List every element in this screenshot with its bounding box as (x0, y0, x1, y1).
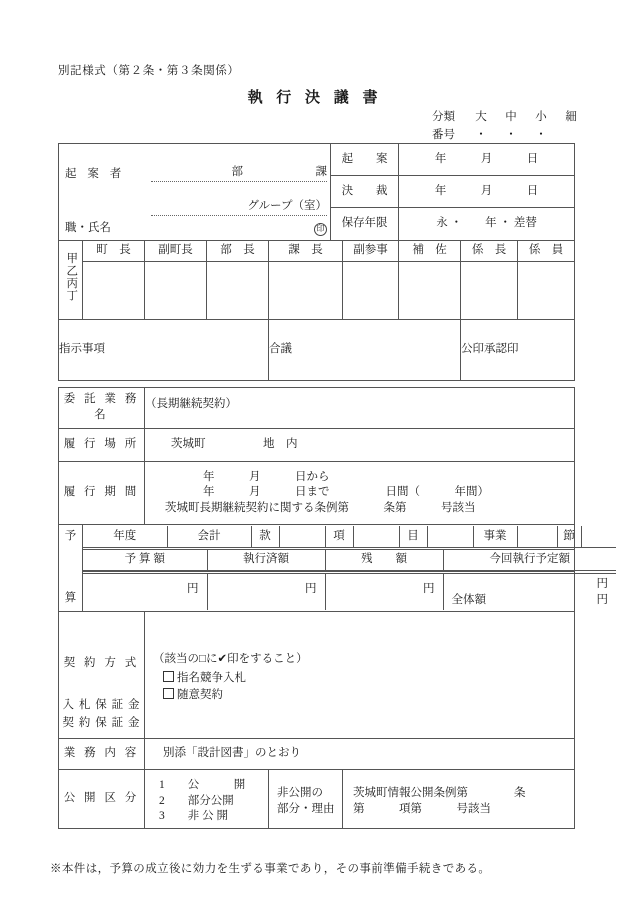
number-dot-3: ・ (535, 129, 547, 141)
approval-stamp-bucho[interactable] (207, 262, 269, 320)
budget-kou-label: 項 (325, 526, 353, 548)
period-label: 履 行 期 間 (59, 462, 145, 525)
classification-cell-dai: 大 (475, 111, 487, 123)
contract-name-value[interactable]: （長期継続契約） (145, 388, 575, 429)
approval-col-kakariin: 係 員 (518, 241, 575, 262)
period-line-2-suffix: 日間（ 年間） (385, 486, 489, 499)
budget-account-subtable (83, 526, 616, 549)
classification-cell-sho: 小 (535, 111, 547, 123)
kian-date-value[interactable]: 年 月 日 (399, 144, 575, 176)
contract-deposit-label: 契 約 保 証 金 (62, 717, 141, 729)
contract-method-label-cell (59, 612, 145, 739)
budget-amount-values (83, 572, 608, 612)
budget-konkai-value-cell[interactable] (443, 574, 616, 610)
kouin-label: 公印承認印 (461, 343, 519, 356)
drafter-name-label: 職・氏名 (65, 222, 111, 234)
form-number: 別記様式（第２条・第３条関係） (58, 65, 240, 77)
budget-konkai-lower[interactable] (444, 592, 617, 609)
contract-option-zuii[interactable] (153, 688, 568, 704)
approval-stamp-kakaricho[interactable] (461, 262, 518, 320)
budget-konkai-label: 今回執行予定額 (443, 550, 616, 570)
approval-col-fukusanji: 副参事 (343, 241, 399, 262)
disclosure-label: 公 開 区 分 (59, 770, 145, 829)
block-gap (59, 381, 575, 388)
work-content-row (59, 739, 575, 770)
approval-header-row (59, 241, 575, 262)
drafter-dept-bu: 部 (231, 166, 243, 178)
work-content-label: 業 務 内 容 (59, 739, 145, 770)
instructions-label: 指示事項 (59, 343, 105, 356)
number-label: 番号 (432, 129, 455, 141)
checkbox-icon-shimei[interactable] (163, 671, 174, 682)
budget-zentai-label: 全体額 (451, 594, 486, 607)
drafter-row (59, 144, 575, 176)
budget-kaikei-label: 会計 (167, 526, 251, 548)
retention-label: 保存年限 (331, 208, 399, 241)
budget-shikkou-yen: 円 (305, 583, 317, 596)
budget-shikkou-label: 執行済額 (207, 550, 325, 570)
approval-stamp-row (59, 262, 575, 320)
gougi-label: 合議 (269, 343, 292, 356)
contract-method-label: 契 約 方 式 (63, 657, 140, 669)
block-gap-row (59, 381, 575, 388)
number-dot-1: ・ (475, 129, 487, 141)
contract-method-instruction: （該当の□に✔印をすること） (153, 653, 308, 666)
budget-setsu-value[interactable] (581, 526, 616, 548)
budget-zan-yen: 円 (423, 583, 435, 596)
drafter-seal-icon: 印 (314, 221, 327, 237)
period-value-cell[interactable] (145, 462, 575, 525)
budget-amount-value-subtable (83, 573, 616, 610)
number-row (432, 126, 586, 144)
place-row (59, 429, 575, 462)
disclosure-ordinance-line2: 第 項第 号該当 (353, 802, 492, 815)
approval-stamp-kacho[interactable] (269, 262, 343, 320)
budget-nendo-label: 年度 (83, 526, 167, 548)
disclosure-row (59, 770, 575, 829)
contract-name-row (59, 388, 575, 429)
classification-cell-chu: 中 (505, 111, 517, 123)
classification-cell-sai: 細 (565, 111, 577, 123)
approval-col-chocho: 町 長 (83, 241, 145, 262)
drafter-dept-ka: 課 (315, 166, 327, 178)
budget-label (59, 525, 83, 612)
drafter-group-line[interactable] (151, 199, 327, 216)
instructions-cell[interactable] (59, 320, 269, 381)
budget-konkai-yen-lower: 円 (596, 594, 608, 607)
checkbox-icon-zuii[interactable] (163, 688, 174, 699)
period-line-3: 茨城町長期継続契約に関する条例第 条第 号該当 (165, 501, 476, 514)
budget-row (59, 525, 575, 550)
place-value[interactable]: 茨城町 地 内 (145, 429, 575, 462)
approval-col-bucho: 部 長 (207, 241, 269, 262)
drafter-dept-line[interactable] (151, 165, 327, 182)
classification-row (432, 108, 586, 126)
budget-konkai-yen-upper: 円 (596, 577, 608, 590)
kouin-cell[interactable] (461, 320, 575, 381)
place-label: 履 行 場 所 (59, 429, 145, 462)
approval-stamp-fukusanji[interactable] (343, 262, 399, 320)
budget-amount-header-subtable (83, 550, 616, 571)
disclosure-option-3[interactable]: 3 非 公 開 (159, 810, 228, 823)
main-form-table (58, 143, 608, 829)
contract-method-row (59, 612, 575, 739)
instructions-row (59, 320, 575, 381)
classification-label: 分類 (432, 111, 455, 123)
budget-amount-value-row (59, 572, 575, 612)
disclosure-reason-label-line1: 非公開の (277, 786, 323, 799)
contract-option-shimei-label: 指名競争入札 (177, 671, 246, 684)
budget-amount-header-row (59, 549, 575, 572)
retention-value[interactable]: 永 ・ 年 ・ 差替 (399, 208, 575, 241)
approval-stamp-fukuchocho[interactable] (145, 262, 207, 320)
disclosure-option-2[interactable]: 2 部分公開 (159, 794, 234, 807)
kessai-date-value[interactable]: 年 月 日 (399, 176, 575, 208)
classification-block (432, 108, 586, 144)
approval-col-fukuchocho: 副町長 (145, 241, 207, 262)
period-line-1: 年 月 日から (203, 470, 330, 483)
contract-option-zuii-label: 随意契約 (177, 689, 223, 702)
budget-yosan-value[interactable] (83, 574, 207, 610)
disclosure-ordinance-line1: 茨城町情報公開条例第 条 (353, 786, 526, 799)
budget-shikkou-value[interactable] (207, 574, 325, 610)
approval-col-hosa: 補 佐 (399, 241, 461, 262)
approval-stamp-chocho[interactable] (83, 262, 145, 320)
approval-col-kakaricho: 係 長 (461, 241, 518, 262)
bid-deposit-label: 入 札 保 証 金 (62, 699, 141, 711)
page-title: 執 行 決 議 書 (247, 90, 383, 106)
disclosure-options-cell[interactable] (145, 770, 269, 829)
number-dot-2: ・ (505, 129, 517, 141)
footnote: ※本件は，予算の成立後に効力を生ずる事業であり，その事前準備手続きである。 (50, 863, 491, 875)
budget-jigyou-value[interactable] (517, 526, 557, 548)
period-line-2: 年 月 日まで 日間（ 年間） (203, 486, 489, 499)
budget-zan-value[interactable] (325, 574, 443, 610)
budget-setsu-label: 節 (557, 526, 581, 548)
kessai-date-label: 決 裁 (331, 176, 399, 208)
budget-label-top: 予 (64, 530, 77, 542)
budget-konkai-upper[interactable] (444, 576, 617, 593)
approval-col-kacho: 課 長 (269, 241, 343, 262)
contract-method-options-cell[interactable] (145, 612, 575, 739)
contract-option-shimei[interactable] (153, 671, 568, 687)
approval-rank-label: 甲乙丙丁 (59, 241, 83, 320)
budget-moku-label: 目 (399, 526, 427, 548)
budget-yosan-label: 予 算 額 (83, 550, 207, 570)
drafter-label: 起 案 者 (65, 168, 126, 180)
gougi-cell[interactable] (269, 320, 461, 381)
kian-date-label: 起 案 (331, 144, 399, 176)
budget-label-bottom: 算 (64, 592, 77, 605)
budget-amount-headers (83, 549, 575, 572)
approval-stamp-hosa[interactable] (399, 262, 461, 320)
disclosure-reason-label-cell (269, 770, 343, 829)
disclosure-reason-label-line2: 部分・理由 (277, 802, 335, 815)
budget-kou-value[interactable] (353, 526, 399, 548)
budget-moku-value[interactable] (427, 526, 473, 548)
budget-kan-label: 款 (251, 526, 279, 548)
budget-jigyou-label: 事業 (473, 526, 517, 548)
budget-zan-label: 残 額 (325, 550, 443, 570)
period-row (59, 462, 575, 525)
budget-kan-value[interactable] (279, 526, 325, 548)
drafter-group-label: グループ（室） (151, 199, 327, 216)
contract-name-label: 委 託 業 務 名 (59, 388, 145, 429)
budget-account-row (83, 525, 575, 550)
budget-yosan-yen: 円 (187, 583, 199, 596)
disclosure-option-1[interactable]: 1 公 開 (159, 779, 246, 792)
disclosure-ordinance-cell[interactable] (343, 770, 575, 829)
work-content-value[interactable]: 別添「設計図書」のとおり (145, 739, 575, 770)
drafter-cell (59, 144, 331, 241)
approval-stamp-kakariin[interactable] (518, 262, 575, 320)
